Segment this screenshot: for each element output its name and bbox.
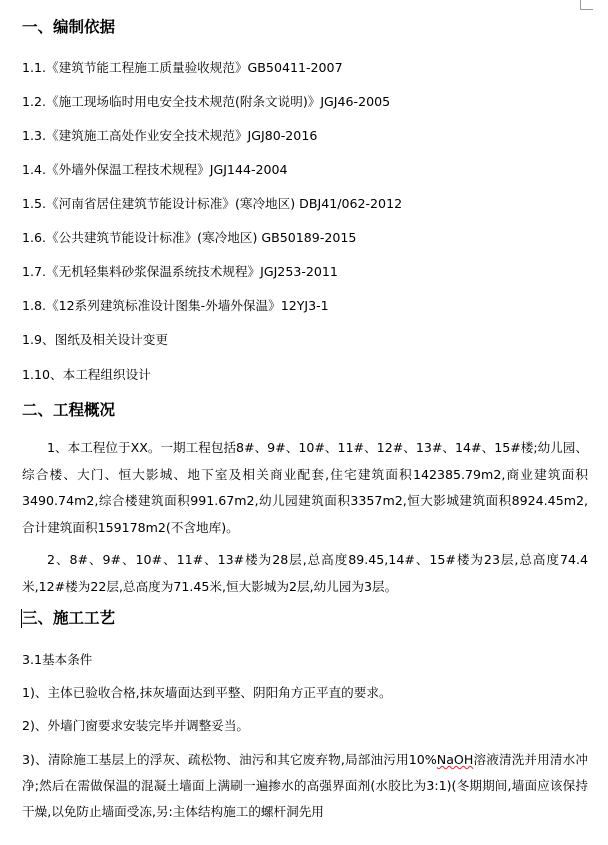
- overview-paragraph-2: 2、8#、9#、10#、11#、13#楼为28层,总高度89.45,14#、15#楼为23层,总高度74.4米,12#楼为22层,总高度为71.45米,恒大影城为2层,幼儿园为3层。: [22, 552, 588, 594]
- reference-item-2: 1.2.《施工现场临时用电安全技术规范(附条文说明)》JGJ46-2005: [22, 94, 391, 109]
- reference-item-5: 1.5.《河南省居住建筑节能设计标准》(寒冷地区) DBJ41/062-2012: [22, 196, 403, 211]
- condition-item-2: 2)、外墙门窗要求安装完毕并调整妥当。: [22, 718, 250, 733]
- reference-item-7: 1.7.《无机轻集料砂浆保温系统技术规程》JGJ253-2011: [22, 264, 338, 279]
- page-corner-mark: [580, 0, 593, 10]
- reference-item-9: 1.9、图纸及相关设计变更: [22, 332, 168, 347]
- condition-item-3-text-b: 溶液清洗并用清水冲净;然后在需做保温的混凝土墙面上满刷一遍掺水的高强界面剂(水胶比为3:1)(冬期期间,墙面应该保持干燥,以免防止墙面受冻,另:主体结构施工的螺杆洞先用: [22, 752, 589, 819]
- section-1-heading: 一、编制依据: [22, 18, 116, 36]
- reference-item-8: 1.8.《12系列建筑标准设计图集-外墙外保温》12YJ3-1: [22, 298, 329, 313]
- reference-item-1: 1.1.《建筑节能工程施工质量验收规范》GB50411-2007: [22, 60, 343, 75]
- condition-item-3-text-a: 3)、清除施工基层上的浮灰、疏松物、油污和其它废弃物,局部油污用10%: [22, 752, 437, 767]
- reference-item-6: 1.6.《公共建筑节能设计标准》(寒冷地区) GB50189-2015: [22, 230, 357, 245]
- reference-item-3: 1.3.《建筑施工高处作业安全技术规范》JGJ80-2016: [22, 128, 318, 143]
- reference-item-4: 1.4.《外墙外保温工程技术规程》JGJ144-2004: [22, 162, 288, 177]
- section-2-heading: 二、工程概况: [22, 401, 116, 419]
- subsection-3-1-heading: 3.1基本条件: [22, 652, 93, 667]
- section-3-heading: 三、施工工艺: [22, 609, 116, 627]
- condition-item-3: [22, 747, 588, 825]
- reference-item-10: 1.10、本工程组织设计: [22, 367, 151, 382]
- naoh-spell-flag: NaOH: [436, 752, 474, 767]
- overview-paragraph-1: 1、本工程位于XX。一期工程包括8#、9#、10#、11#、12#、13#、14#、15#楼;幼儿园、综合楼、大门、恒大影城、地下室及相关商业配套,住宅建筑面积142385.79m2,商业建筑面积3490.74m2,综合楼建筑面积991.67m2,幼儿园建筑面积3357m2,恒大影城建筑面积8924.45m2,合计建筑面积159178m2(不含地库)。: [22, 440, 588, 535]
- condition-item-1: 1)、主体已验收合格,抹灰墙面达到平整、阴阳角方正平直的要求。: [22, 685, 392, 700]
